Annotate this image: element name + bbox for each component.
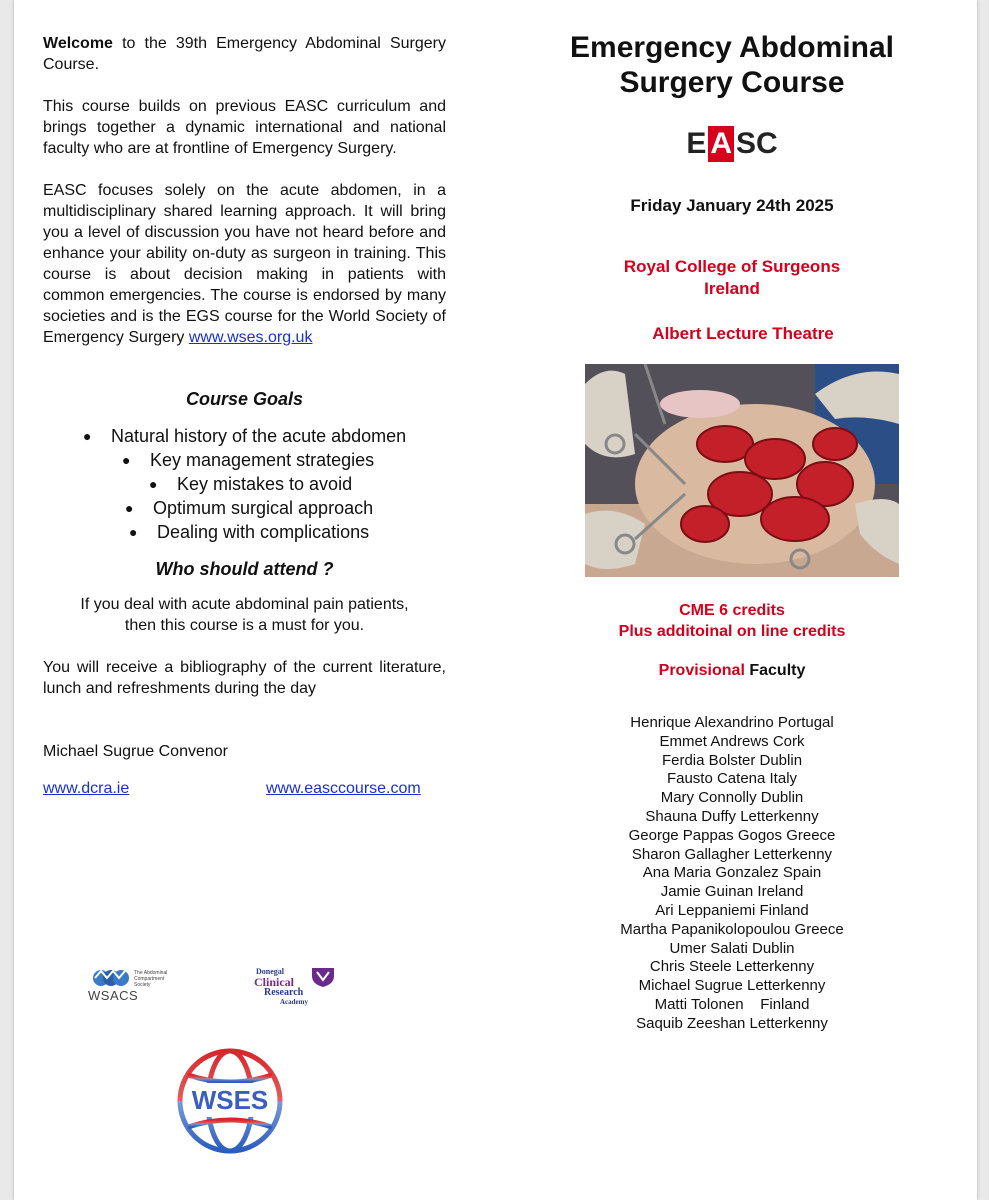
easc-logo: E A SC [686,127,778,160]
wsacs-emblem-icon [92,966,130,990]
faculty-heading: Provisional Faculty [658,662,806,679]
goals-list [43,424,446,544]
faculty-member: Shauna Duffy Letterkenny [645,807,819,825]
goal-item: ● Key mistakes to avoid [149,474,353,494]
focus-text: EASC focuses solely on the acute abdomen, in a multidisciplinary shared learning approach. It will bring you a level of discussion you have not heard before and enhance your ability on-duty as surgeon in training. This course is about decision making in patients with common emergencies. The course is endorsed by many societies and is the EGS course for the World Society of Emergency Surgery [43,182,446,346]
faculty-member: Ana Maria Gonzalez Spain [642,864,822,882]
who-should-attend-heading: Who should attend ? [155,559,334,579]
goal-item: ● Natural history of the acute abdomen [83,426,407,446]
attend-text: If you deal with acute abdominal pain patients, then this course is a must for you. [80,596,409,634]
welcome-text: to the 39th Emergency Abdominal Surgery Course. [43,35,446,73]
shield-icon [310,966,336,988]
faculty-member: Mary Connolly Dublin [660,789,804,807]
faculty-member: Matti Tolonen Finland [654,995,810,1013]
wses-logo-text: WSES [191,1085,269,1115]
faculty-member: George Pappas Gogos Greece [628,826,836,844]
course-goals-heading: Course Goals [185,389,304,409]
brochure-page [14,0,977,1200]
donegal-academy-logo: Donegal Clinical Research Academy [250,966,340,1006]
goal-item: ● Optimum surgical approach [125,498,374,518]
footer-links [43,778,446,799]
faculty-member: Jamie Guinan Ireland [660,883,804,901]
right-lower [514,600,950,1034]
wsacs-logo [88,966,198,1004]
intro-paragraph: This course builds on previous EASC curriculum and brings together a dynamic international and national faculty who are at frontline of Emergency Surgery. [43,98,446,157]
faculty-member: Ari Leppaniemi Finland [655,901,809,919]
faculty-member: Martha Papanikolopoulou Greece [620,920,844,938]
left-column [43,33,446,799]
welcome-paragraph [43,33,446,75]
faculty-member: Henrique Alexandrino Portugal [630,714,834,731]
course-date: Friday January 24th 2025 [630,196,834,215]
goal-item: ● Dealing with complications [129,522,370,542]
welcome-bold: Welcome [43,35,113,52]
faculty-member: Sharon Gallagher Letterkenny [631,845,833,863]
faculty-member: Fausto Catena Italy [666,770,798,788]
venue: Royal College of Surgeons Ireland [623,257,841,298]
easc-course-link[interactable]: www.easccourse.com [266,780,421,797]
lecture-theatre: Albert Lecture Theatre [652,324,834,343]
course-title: Emergency Abdominal Surgery Course [570,31,894,99]
convenor-text: Michael Sugrue Convenor [43,743,228,760]
faculty-member: Emmet Andrews Cork [659,732,805,750]
dcra-link[interactable]: www.dcra.ie [43,780,130,797]
surgery-image-icon [585,364,899,577]
cme-credits: CME 6 credits Plus additoinal on line credits [618,602,846,640]
faculty-member: Umer Salati Dublin [669,939,795,957]
faculty-member: Ferdia Bolster Dublin [661,751,803,769]
focus-paragraph [43,180,446,348]
faculty-list [514,714,950,1034]
faculty-member: Chris Steele Letterkenny [649,958,815,976]
wsacs-logo-text: WSACS [88,988,139,1003]
wses-logo [174,1045,286,1157]
faculty-member: Saquib Zeeshan Letterkenny [636,1014,828,1032]
right-column [514,30,950,344]
surgery-photo [585,364,899,577]
wses-link[interactable]: www.wses.org.uk [188,329,313,346]
wsacs-logo-subtext: The Abdominal Compartment Society [134,970,168,988]
goal-item: ● Key management strategies [122,450,375,470]
bibliography-text: You will receive a bibliography of the current literature, lunch and refreshments during the day [43,659,446,697]
faculty-member: Michael Sugrue Letterkenny [638,977,826,995]
